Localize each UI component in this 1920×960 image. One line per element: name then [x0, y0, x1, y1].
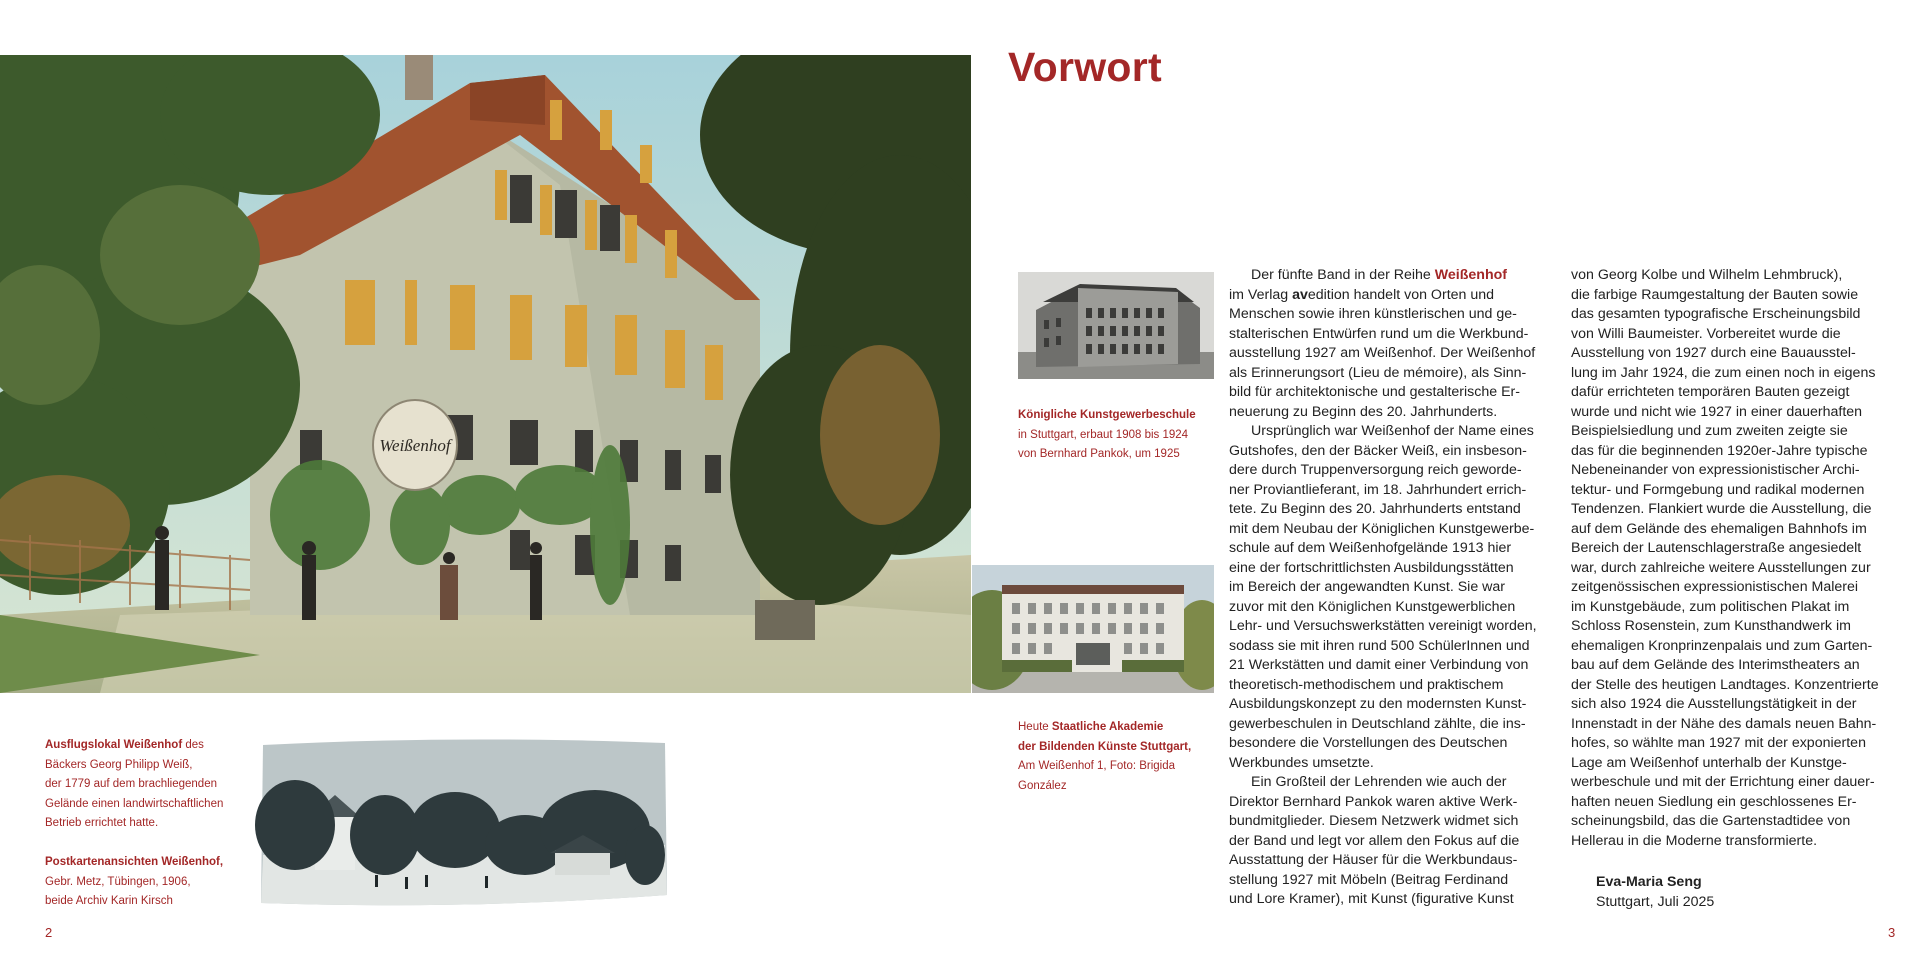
- body-line: besondere die Vorstellungen des Deutschen: [1229, 735, 1508, 751]
- body-line: Nebeneinander von expressionistischer Archi-: [1571, 462, 1860, 478]
- body-line: mit dem Neubau der Königlichen Kunstgewerbe-: [1229, 520, 1535, 537]
- body-line: bau auf dem Gelände des Interimstheaters an: [1571, 657, 1860, 673]
- body-line: 21 Werkstätten und damit einer Verbindung von: [1229, 657, 1529, 673]
- body-line: im Bereich der angewandten Kunst. Sie war: [1229, 579, 1506, 595]
- body-line: haften neuen Siedlung ein geschlossenes Er-: [1571, 793, 1857, 810]
- body-line: [1229, 286, 1537, 306]
- caption-line: [1018, 718, 1191, 738]
- page-number-left: 2: [45, 925, 53, 940]
- body-line: Ausstattung der Häuser für die Werkbundaus-: [1229, 852, 1518, 868]
- photo-akademie: [972, 565, 1214, 693]
- body-line: von Georg Kolbe und Wilhelm Lehmbruck),: [1571, 267, 1843, 283]
- body-column-1: [1229, 266, 1537, 910]
- page-number-right: 3: [1888, 925, 1896, 940]
- body-line: Gutshofes, den der Bäcker Weiß, ein insbeson-: [1229, 442, 1527, 459]
- caption-line: [1018, 738, 1191, 758]
- body-line: eine der fortschrittlichsten Ausbildungsstätten: [1229, 559, 1514, 576]
- body-line: Ursprünglich war Weißenhof der Name eines: [1251, 423, 1534, 439]
- body-line: sich also 1924 die Ausstellungstätigkeit in der: [1571, 696, 1857, 712]
- body-line: gewerbeschulen in Deutschland zählte, die ins-: [1229, 715, 1526, 732]
- body-line: Werkbundes umsetzte.: [1229, 754, 1374, 771]
- caption-text: Heute: [1018, 721, 1052, 733]
- body-line: zuvor mit den Königlichen Kunstgewerblichen: [1229, 598, 1516, 615]
- body-line: Lehr- und Versuchswerkstätten vereinigt worden,: [1229, 618, 1537, 634]
- body-line: auf dem Gelände des ehemaligen Bahnhofs im: [1571, 520, 1867, 537]
- body-line: ner Proviantlieferant, im 18. Jahrhundert errich-: [1229, 481, 1527, 498]
- body-text: Der fünfte Band in der Reihe: [1251, 267, 1435, 283]
- caption-line: [45, 853, 223, 873]
- body-column-2: [1571, 266, 1879, 851]
- caption-bold: der Bildenden Künste Stuttgart,: [1018, 740, 1192, 753]
- caption-bold: Königliche Kunstgewerbeschule: [1018, 409, 1196, 421]
- photo-kunstgewerbeschule: [1018, 272, 1214, 379]
- body-line: theoretisch-methodischem und praktischem: [1229, 676, 1504, 693]
- caption-line: der 1779 auf dem brachliegenden: [45, 778, 217, 790]
- body-line: Bereich der Lautenschlagerstraße angesiedelt: [1571, 540, 1862, 556]
- inn-sign-text: Weißenhof: [379, 436, 451, 455]
- caption-akademie: [1018, 718, 1191, 796]
- body-text: edition handelt von Orten und: [1307, 286, 1495, 303]
- body-line: neuerung zu Beginn des 20. Jahrhunderts.: [1229, 403, 1498, 420]
- body-line: und Lore Kramer), mit Kunst (figurative Kunst: [1229, 891, 1514, 907]
- body-line: Menschen sowie ihren künstlerischen und ge-: [1229, 306, 1517, 322]
- caption-line: Am Weißenhof 1, Foto: Brigida: [1018, 760, 1176, 772]
- caption-ausflugslokal: [45, 736, 223, 834]
- caption-kunstgewerbeschule: [1018, 406, 1196, 465]
- publisher-bold: av: [1292, 286, 1308, 303]
- caption-line: Bäckers Georg Philipp Weiß,: [45, 758, 193, 771]
- body-line: wurde und nicht wie 1927 in einer dauerhaften: [1571, 403, 1863, 420]
- body-line: Lage am Weißenhof unterhalb der Kunstge-: [1571, 754, 1847, 771]
- body-line: Innenstadt in der Nähe des damals neuen Bahn-: [1571, 715, 1877, 732]
- caption-line: in Stuttgart, erbaut 1908 bis 1924: [1018, 428, 1189, 441]
- caption-line: Gelände einen landwirtschaftlichen: [45, 797, 224, 810]
- body-line: sodass sie mit ihren rund 500 SchülerInnen und: [1229, 637, 1530, 654]
- author-name: Eva-Maria Seng: [1596, 874, 1702, 890]
- body-line: bundmitglieder. Diesem Netzwerk widmet sich: [1229, 813, 1519, 829]
- caption-line: beide Archiv Karin Kirsch: [45, 895, 173, 907]
- body-line: Tendenzen. Flankiert wurde die Ausstellung, die: [1571, 501, 1872, 517]
- body-line: hofes, so wählte man 1927 mit der exponierten: [1571, 735, 1866, 751]
- caption-bold: Ausflugslokal Weißenhof: [45, 739, 183, 751]
- body-line: zeitgenössischen expressionistischen Malerei: [1571, 579, 1859, 595]
- body-line: die farbige Raumgestaltung der Bauten sowie: [1571, 286, 1859, 303]
- body-line: Hellerau in die Moderne transformierte.: [1571, 832, 1818, 849]
- body-line: als Erinnerungsort (Lieu de mémoire), als Sinn-: [1229, 364, 1527, 381]
- body-line: Direktor Bernhard Pankok waren aktive Werk-: [1229, 793, 1518, 810]
- caption-line: [1018, 406, 1196, 426]
- caption-line: Gebr. Metz, Tübingen, 1906,: [45, 875, 191, 888]
- caption-text: des: [182, 739, 204, 751]
- body-line: stellung 1927 mit Möbeln (Beitrag Ferdinand: [1229, 871, 1509, 888]
- body-line: das gesamten typografische Erscheinungsbild: [1571, 306, 1861, 322]
- body-line: tektur- und Formgebung und radikal modernen: [1571, 481, 1865, 498]
- caption-line: González: [1018, 779, 1067, 792]
- body-line: dafür errichteten temporären Bauten gezeigt: [1571, 384, 1850, 400]
- body-line: tete. Zu Beginn des 20. Jahrhunderts entstand: [1229, 501, 1521, 517]
- caption-bold: Staatliche Akademie: [1051, 721, 1164, 733]
- caption-bold: Postkartenansichten Weißenhof,: [45, 856, 224, 868]
- body-line: Beispielsiedlung und zum zweiten zeigte sie: [1571, 423, 1848, 439]
- body-line: scheinungsbild, das die Gartenstadtidee von: [1571, 813, 1851, 829]
- photo-weissenhof-inn: [0, 55, 971, 693]
- body-line: dere durch Truppenversorgung reich geworde-: [1229, 462, 1522, 478]
- caption-line: Betrieb errichtet hatte.: [45, 817, 159, 829]
- body-line: ehemaligen Kronprinzenpalais und zum Garten-: [1571, 637, 1873, 654]
- photo-postcard: [255, 735, 673, 910]
- body-line: Ausbildungskonzept zu den modernsten Kunst-: [1229, 696, 1527, 712]
- body-line: stalterischen Entwürfen rund um die Werkbund-: [1229, 325, 1529, 342]
- body-line: werbeschule und mit der Errichtung einer dauer-: [1571, 774, 1875, 790]
- body-line: der Band und legt vor allem den Fokus auf die: [1229, 832, 1520, 849]
- body-line: im Kunstgebäude, zum politischen Plakat im: [1571, 598, 1850, 615]
- body-line: Ein Großteil der Lehrenden wie auch der: [1251, 774, 1507, 790]
- body-line: bild für architektonische und gestalterische Er-: [1229, 384, 1520, 400]
- body-line: war, durch zahlreiche weitere Ausstellungen zur: [1571, 559, 1871, 576]
- body-text: im Verlag: [1229, 286, 1293, 303]
- body-line: von Willi Baumeister. Vorbereitet wurde die: [1571, 325, 1841, 342]
- body-line: Schloss Rosenstein, zum Kunsthandwerk im: [1571, 618, 1851, 634]
- body-line: ausstellung 1927 am Weißenhof. Der Weißenhof: [1229, 345, 1536, 361]
- body-line: der Stelle des heutigen Landtages. Konzentrierte: [1571, 676, 1879, 693]
- body-line: das für die beginnenden 1920er-Jahre typische: [1571, 442, 1868, 459]
- body-line: lung im Jahr 1924, die zum einen noch in eigens: [1571, 364, 1876, 381]
- body-line: Ausstellung von 1927 durch eine Bauausstel-: [1571, 345, 1856, 361]
- caption-postkarten: [45, 853, 223, 912]
- body-line: schule auf dem Weißenhofgelände 1913 hier: [1229, 540, 1512, 556]
- caption-line: [45, 736, 223, 756]
- signature: [1596, 873, 1714, 912]
- body-line: [1229, 266, 1537, 286]
- place-date: Stuttgart, Juli 2025: [1596, 893, 1715, 910]
- series-name: Weißenhof: [1434, 267, 1508, 283]
- caption-line: von Bernhard Pankok, um 1925: [1018, 448, 1180, 460]
- article-title: Vorwort: [1008, 44, 1162, 90]
